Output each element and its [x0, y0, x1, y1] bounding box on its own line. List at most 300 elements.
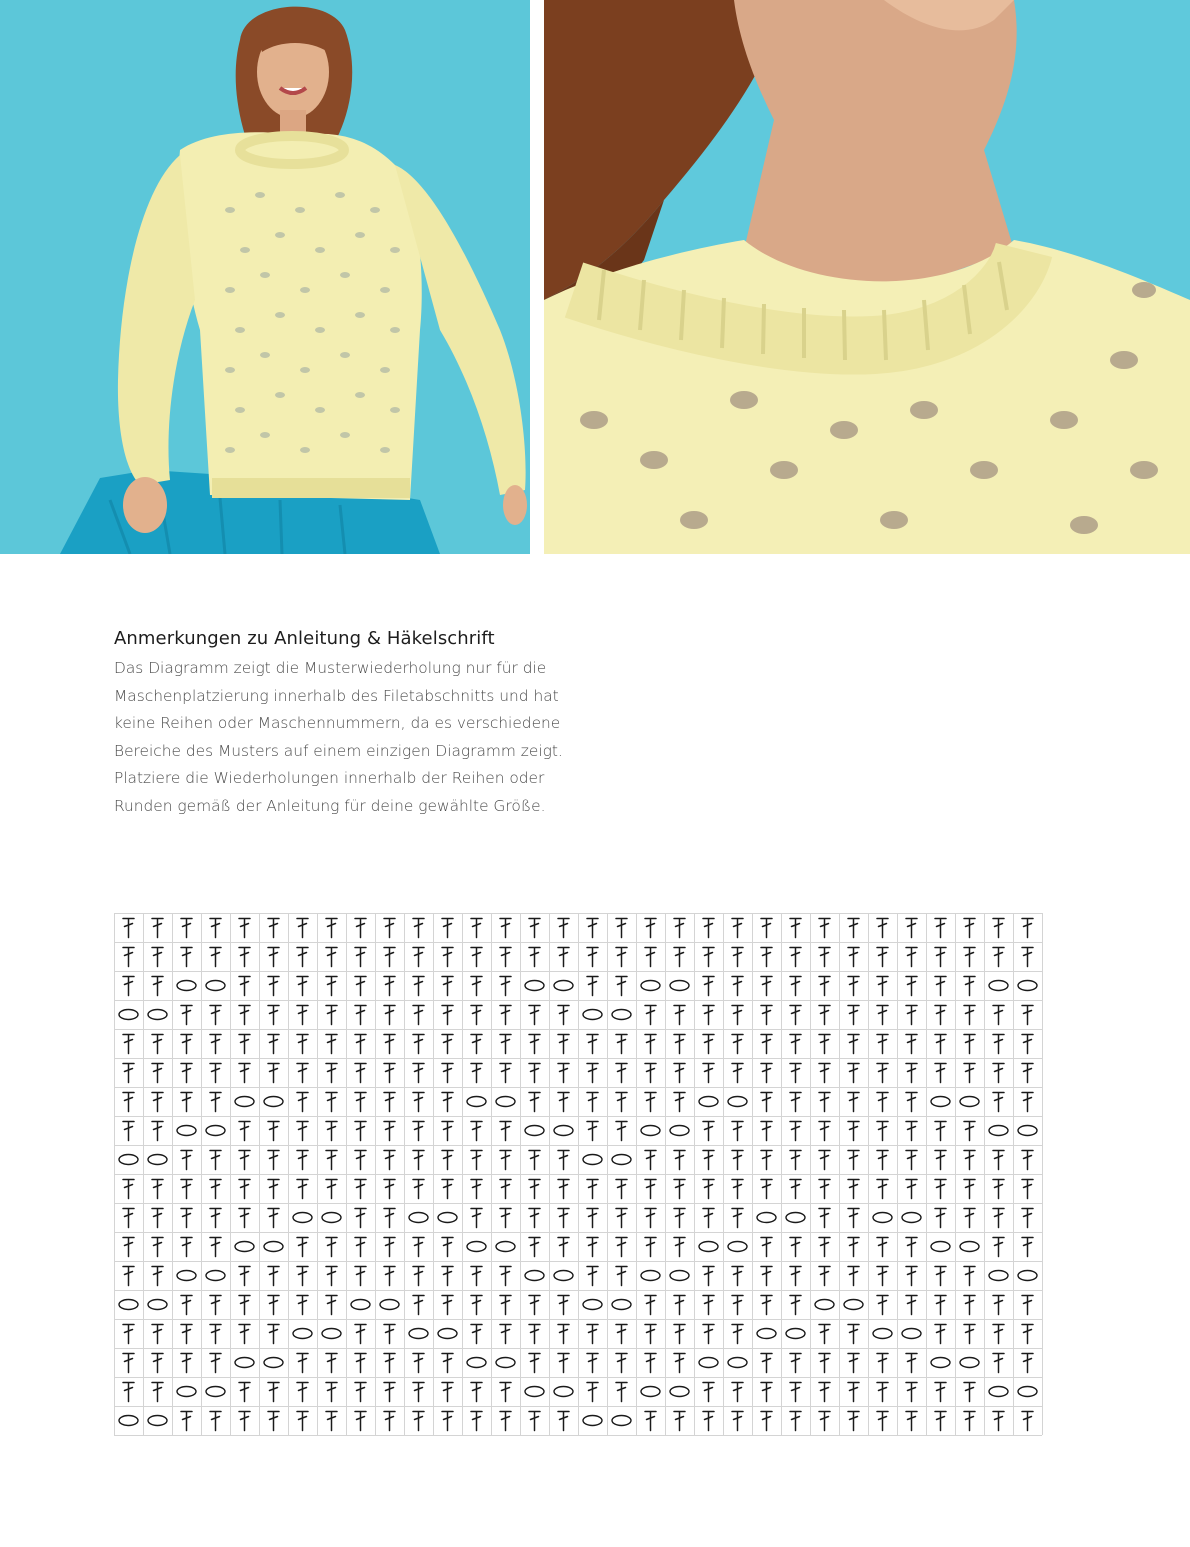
treble-stitch-symbol — [181, 1035, 192, 1054]
treble-stitch-symbol — [442, 1122, 453, 1141]
treble-stitch-symbol — [210, 919, 221, 938]
treble-stitch-symbol — [268, 1035, 279, 1054]
treble-stitch-symbol — [210, 1325, 221, 1344]
treble-stitch-symbol — [123, 1267, 134, 1286]
treble-stitch-symbol — [906, 1354, 917, 1373]
treble-stitch-symbol — [239, 1383, 250, 1402]
treble-stitch-symbol — [500, 1325, 511, 1344]
chain-stitch-symbol — [148, 1416, 167, 1426]
chain-stitch-symbol — [554, 1126, 573, 1136]
treble-stitch-symbol — [790, 919, 801, 938]
treble-stitch-symbol — [529, 948, 540, 967]
treble-stitch-symbol — [471, 1267, 482, 1286]
treble-stitch-symbol — [790, 1151, 801, 1170]
treble-stitch-symbol — [268, 948, 279, 967]
treble-stitch-symbol — [210, 1354, 221, 1373]
treble-stitch-symbol — [993, 1180, 1004, 1199]
treble-stitch-symbol — [181, 919, 192, 938]
treble-stitch-symbol — [587, 1180, 598, 1199]
treble-stitch-symbol — [1022, 948, 1033, 967]
treble-stitch-symbol — [384, 977, 395, 996]
treble-stitch-symbol — [587, 1354, 598, 1373]
treble-stitch-symbol — [326, 977, 337, 996]
treble-stitch-symbol — [413, 1035, 424, 1054]
treble-stitch-symbol — [906, 1383, 917, 1402]
treble-stitch-symbol — [732, 1209, 743, 1228]
treble-stitch-symbol — [529, 1180, 540, 1199]
treble-stitch-symbol — [732, 1296, 743, 1315]
treble-stitch-symbol — [1022, 1093, 1033, 1112]
treble-stitch-symbol — [123, 1122, 134, 1141]
treble-stitch-symbol — [645, 1296, 656, 1315]
treble-stitch-symbol — [181, 1238, 192, 1257]
chain-stitch-symbol — [815, 1300, 834, 1310]
chain-stitch-symbol — [902, 1213, 921, 1223]
treble-stitch-symbol — [297, 1238, 308, 1257]
chain-stitch-symbol — [670, 1126, 689, 1136]
chain-stitch-symbol — [119, 1010, 138, 1020]
treble-stitch-symbol — [645, 1035, 656, 1054]
treble-stitch-symbol — [152, 1209, 163, 1228]
treble-stitch-symbol — [964, 1122, 975, 1141]
treble-stitch-symbol — [181, 1006, 192, 1025]
treble-stitch-symbol — [297, 1093, 308, 1112]
treble-stitch-symbol — [616, 1035, 627, 1054]
treble-stitch-symbol — [935, 1151, 946, 1170]
treble-stitch-symbol — [239, 1267, 250, 1286]
treble-stitch-symbol — [587, 1064, 598, 1083]
treble-stitch-symbol — [819, 1412, 830, 1431]
treble-stitch-symbol — [935, 1412, 946, 1431]
chain-stitch-symbol — [351, 1300, 370, 1310]
treble-stitch-symbol — [993, 1064, 1004, 1083]
treble-stitch-symbol — [471, 1064, 482, 1083]
treble-stitch-symbol — [761, 1238, 772, 1257]
treble-stitch-symbol — [732, 977, 743, 996]
chain-stitch-symbol — [438, 1329, 457, 1339]
treble-stitch-symbol — [210, 1296, 221, 1315]
treble-stitch-symbol — [906, 1122, 917, 1141]
treble-stitch-symbol — [616, 1354, 627, 1373]
treble-stitch-symbol — [877, 977, 888, 996]
treble-stitch-symbol — [877, 919, 888, 938]
notes-line: keine Reihen oder Maschennummern, da es verschiedene — [114, 714, 561, 732]
treble-stitch-symbol — [848, 1209, 859, 1228]
treble-stitch-symbol — [442, 1006, 453, 1025]
treble-stitch-symbol — [616, 1238, 627, 1257]
treble-stitch-symbol — [529, 1151, 540, 1170]
treble-stitch-symbol — [123, 1093, 134, 1112]
treble-stitch-symbol — [297, 1354, 308, 1373]
treble-stitch-symbol — [674, 1412, 685, 1431]
chain-stitch-symbol — [699, 1242, 718, 1252]
chain-stitch-symbol — [496, 1097, 515, 1107]
treble-stitch-symbol — [326, 1180, 337, 1199]
treble-stitch-symbol — [413, 1296, 424, 1315]
treble-stitch-symbol — [964, 1035, 975, 1054]
treble-stitch-symbol — [239, 1035, 250, 1054]
notes-line: Runden gemäß der Anleitung für deine gewählte Größe. — [114, 796, 546, 815]
treble-stitch-symbol — [384, 1267, 395, 1286]
treble-stitch-symbol — [355, 1035, 366, 1054]
treble-stitch-symbol — [152, 948, 163, 967]
treble-stitch-symbol — [297, 1383, 308, 1402]
treble-stitch-symbol — [761, 1267, 772, 1286]
treble-stitch-symbol — [326, 1064, 337, 1083]
treble-stitch-symbol — [529, 1325, 540, 1344]
treble-stitch-symbol — [471, 1296, 482, 1315]
treble-stitch-symbol — [906, 1151, 917, 1170]
treble-stitch-symbol — [558, 1412, 569, 1431]
treble-stitch-symbol — [993, 1035, 1004, 1054]
treble-stitch-symbol — [761, 1064, 772, 1083]
treble-stitch-symbol — [848, 948, 859, 967]
treble-stitch-symbol — [761, 1354, 772, 1373]
chain-stitch-symbol — [670, 1387, 689, 1397]
treble-stitch-symbol — [587, 1093, 598, 1112]
treble-stitch-symbol — [152, 977, 163, 996]
treble-stitch-symbol — [993, 1006, 1004, 1025]
treble-stitch-symbol — [819, 977, 830, 996]
treble-stitch-symbol — [877, 1180, 888, 1199]
treble-stitch-symbol — [877, 1151, 888, 1170]
treble-stitch-symbol — [239, 948, 250, 967]
treble-stitch-symbol — [761, 1093, 772, 1112]
treble-stitch-symbol — [1022, 1151, 1033, 1170]
treble-stitch-symbol — [964, 1296, 975, 1315]
treble-stitch-symbol — [210, 1238, 221, 1257]
treble-stitch-symbol — [703, 1296, 714, 1315]
chain-stitch-symbol — [525, 1271, 544, 1281]
treble-stitch-symbol — [877, 948, 888, 967]
treble-stitch-symbol — [906, 977, 917, 996]
treble-stitch-symbol — [906, 1006, 917, 1025]
treble-stitch-symbol — [848, 919, 859, 938]
chain-stitch-symbol — [960, 1097, 979, 1107]
chain-stitch-symbol — [206, 1387, 225, 1397]
treble-stitch-symbol — [384, 1093, 395, 1112]
treble-stitch-symbol — [906, 1238, 917, 1257]
treble-stitch-symbol — [674, 1296, 685, 1315]
treble-stitch-symbol — [181, 1325, 192, 1344]
treble-stitch-symbol — [674, 1325, 685, 1344]
treble-stitch-symbol — [587, 1383, 598, 1402]
treble-stitch-symbol — [355, 1354, 366, 1373]
treble-stitch-symbol — [471, 1122, 482, 1141]
treble-stitch-symbol — [703, 1035, 714, 1054]
treble-stitch-symbol — [877, 1238, 888, 1257]
treble-stitch-symbol — [413, 1383, 424, 1402]
treble-stitch-symbol — [616, 1267, 627, 1286]
treble-stitch-symbol — [442, 919, 453, 938]
chain-stitch-symbol — [989, 1126, 1008, 1136]
treble-stitch-symbol — [268, 1209, 279, 1228]
treble-stitch-symbol — [993, 1354, 1004, 1373]
treble-stitch-symbol — [906, 1093, 917, 1112]
treble-stitch-symbol — [442, 1267, 453, 1286]
treble-stitch-symbol — [239, 1296, 250, 1315]
treble-stitch-symbol — [761, 1151, 772, 1170]
chain-stitch-symbol — [931, 1358, 950, 1368]
chain-stitch-symbol — [989, 981, 1008, 991]
treble-stitch-symbol — [848, 1325, 859, 1344]
treble-stitch-symbol — [703, 919, 714, 938]
treble-stitch-symbol — [239, 1209, 250, 1228]
chain-stitch-symbol — [177, 1387, 196, 1397]
treble-stitch-symbol — [297, 977, 308, 996]
treble-stitch-symbol — [819, 1238, 830, 1257]
chain-stitch-symbol — [554, 981, 573, 991]
treble-stitch-symbol — [1022, 919, 1033, 938]
treble-stitch-symbol — [471, 1035, 482, 1054]
treble-stitch-symbol — [703, 1383, 714, 1402]
treble-stitch-symbol — [297, 1296, 308, 1315]
treble-stitch-symbol — [790, 948, 801, 967]
treble-stitch-symbol — [442, 977, 453, 996]
treble-stitch-symbol — [819, 1035, 830, 1054]
treble-stitch-symbol — [703, 948, 714, 967]
treble-stitch-symbol — [964, 1325, 975, 1344]
treble-stitch-symbol — [674, 1180, 685, 1199]
treble-stitch-symbol — [877, 1064, 888, 1083]
chain-stitch-symbol — [670, 1271, 689, 1281]
chain-stitch-symbol — [931, 1097, 950, 1107]
treble-stitch-symbol — [558, 1180, 569, 1199]
treble-stitch-symbol — [848, 1383, 859, 1402]
chain-stitch-symbol — [641, 1126, 660, 1136]
treble-stitch-symbol — [558, 1035, 569, 1054]
treble-stitch-symbol — [935, 1383, 946, 1402]
treble-stitch-symbol — [877, 1354, 888, 1373]
treble-stitch-symbol — [210, 1006, 221, 1025]
treble-stitch-symbol — [152, 1093, 163, 1112]
treble-stitch-symbol — [529, 1412, 540, 1431]
treble-stitch-symbol — [703, 1122, 714, 1141]
treble-stitch-symbol — [964, 977, 975, 996]
chain-stitch-symbol — [612, 1300, 631, 1310]
treble-stitch-symbol — [326, 1093, 337, 1112]
chain-stitch-symbol — [380, 1300, 399, 1310]
chain-stitch-symbol — [612, 1010, 631, 1020]
treble-stitch-symbol — [500, 1412, 511, 1431]
chain-stitch-symbol — [989, 1271, 1008, 1281]
treble-stitch-symbol — [587, 1209, 598, 1228]
treble-stitch-symbol — [848, 1238, 859, 1257]
treble-stitch-symbol — [355, 1325, 366, 1344]
treble-stitch-symbol — [123, 977, 134, 996]
treble-stitch-symbol — [152, 1354, 163, 1373]
treble-stitch-symbol — [935, 948, 946, 967]
treble-stitch-symbol — [326, 919, 337, 938]
treble-stitch-symbol — [616, 977, 627, 996]
treble-stitch-symbol — [355, 1209, 366, 1228]
treble-stitch-symbol — [616, 1383, 627, 1402]
treble-stitch-symbol — [326, 1412, 337, 1431]
treble-stitch-symbol — [645, 1180, 656, 1199]
treble-stitch-symbol — [935, 1122, 946, 1141]
treble-stitch-symbol — [123, 1383, 134, 1402]
treble-stitch-symbol — [645, 1064, 656, 1083]
treble-stitch-symbol — [964, 1006, 975, 1025]
treble-stitch-symbol — [587, 1267, 598, 1286]
treble-stitch-symbol — [761, 1383, 772, 1402]
treble-stitch-symbol — [442, 1093, 453, 1112]
treble-stitch-symbol — [123, 1325, 134, 1344]
treble-stitch-symbol — [993, 1093, 1004, 1112]
treble-stitch-symbol — [384, 919, 395, 938]
treble-stitch-symbol — [181, 1296, 192, 1315]
chain-stitch-symbol — [554, 1387, 573, 1397]
chain-stitch-symbol — [728, 1097, 747, 1107]
treble-stitch-symbol — [181, 1151, 192, 1170]
chain-stitch-symbol — [525, 1126, 544, 1136]
treble-stitch-symbol — [355, 1151, 366, 1170]
treble-stitch-symbol — [906, 948, 917, 967]
chain-stitch-symbol — [728, 1358, 747, 1368]
treble-stitch-symbol — [877, 1296, 888, 1315]
chain-stitch-symbol — [206, 1126, 225, 1136]
treble-stitch-symbol — [384, 1035, 395, 1054]
chain-stitch-symbol — [583, 1416, 602, 1426]
treble-stitch-symbol — [558, 1006, 569, 1025]
notes-body — [114, 655, 674, 820]
chain-stitch-symbol — [496, 1242, 515, 1252]
treble-stitch-symbol — [297, 1267, 308, 1286]
notes-line: Maschenplatzierung innerhalb des Filetabschnitts und hat — [114, 686, 559, 705]
treble-stitch-symbol — [268, 1296, 279, 1315]
treble-stitch-symbol — [848, 1064, 859, 1083]
treble-stitch-symbol — [239, 1006, 250, 1025]
treble-stitch-symbol — [674, 1006, 685, 1025]
treble-stitch-symbol — [413, 1151, 424, 1170]
treble-stitch-symbol — [326, 1267, 337, 1286]
treble-stitch-symbol — [268, 1325, 279, 1344]
treble-stitch-symbol — [616, 948, 627, 967]
treble-stitch-symbol — [674, 948, 685, 967]
treble-stitch-symbol — [964, 948, 975, 967]
treble-stitch-symbol — [239, 919, 250, 938]
treble-stitch-symbol — [790, 1238, 801, 1257]
treble-stitch-symbol — [442, 1238, 453, 1257]
treble-stitch-symbol — [819, 919, 830, 938]
notes-heading: Anmerkungen zu Anleitung & Häkelschrift — [114, 628, 495, 649]
treble-stitch-symbol — [384, 1325, 395, 1344]
treble-stitch-symbol — [326, 1383, 337, 1402]
treble-stitch-symbol — [906, 1296, 917, 1315]
treble-stitch-symbol — [790, 1006, 801, 1025]
treble-stitch-symbol — [935, 1209, 946, 1228]
treble-stitch-symbol — [181, 1064, 192, 1083]
chain-stitch-symbol — [293, 1213, 312, 1223]
treble-stitch-symbol — [761, 1035, 772, 1054]
treble-stitch-symbol — [819, 1122, 830, 1141]
treble-stitch-symbol — [268, 1006, 279, 1025]
treble-stitch-symbol — [819, 1006, 830, 1025]
treble-stitch-symbol — [558, 1296, 569, 1315]
chain-stitch-symbol — [264, 1242, 283, 1252]
treble-stitch-symbol — [500, 919, 511, 938]
treble-stitch-symbol — [500, 1383, 511, 1402]
treble-stitch-symbol — [210, 1209, 221, 1228]
treble-stitch-symbol — [732, 1151, 743, 1170]
treble-stitch-symbol — [413, 977, 424, 996]
treble-stitch-symbol — [123, 919, 134, 938]
treble-stitch-symbol — [181, 1354, 192, 1373]
treble-stitch-symbol — [993, 1296, 1004, 1315]
treble-stitch-symbol — [993, 1209, 1004, 1228]
chain-stitch-symbol — [989, 1387, 1008, 1397]
treble-stitch-symbol — [703, 1151, 714, 1170]
treble-stitch-symbol — [529, 1093, 540, 1112]
treble-stitch-symbol — [964, 1151, 975, 1170]
treble-stitch-symbol — [355, 1412, 366, 1431]
treble-stitch-symbol — [761, 1296, 772, 1315]
treble-stitch-symbol — [181, 1209, 192, 1228]
treble-stitch-symbol — [790, 1354, 801, 1373]
treble-stitch-symbol — [848, 1412, 859, 1431]
treble-stitch-symbol — [761, 1180, 772, 1199]
treble-stitch-symbol — [645, 1093, 656, 1112]
treble-stitch-symbol — [239, 1180, 250, 1199]
chain-stitch-symbol — [873, 1213, 892, 1223]
treble-stitch-symbol — [703, 1325, 714, 1344]
treble-stitch-symbol — [558, 1209, 569, 1228]
treble-stitch-symbol — [355, 1238, 366, 1257]
treble-stitch-symbol — [500, 1035, 511, 1054]
treble-stitch-symbol — [703, 1267, 714, 1286]
treble-stitch-symbol — [471, 1325, 482, 1344]
chain-stitch-symbol — [496, 1358, 515, 1368]
treble-stitch-symbol — [123, 948, 134, 967]
crochet-symbol-chart — [114, 913, 1043, 1436]
treble-stitch-symbol — [471, 1180, 482, 1199]
treble-stitch-symbol — [181, 1412, 192, 1431]
treble-stitch-symbol — [848, 1354, 859, 1373]
treble-stitch-symbol — [210, 1412, 221, 1431]
treble-stitch-symbol — [558, 1064, 569, 1083]
chain-stitch-symbol — [438, 1213, 457, 1223]
treble-stitch-symbol — [1022, 1064, 1033, 1083]
treble-stitch-symbol — [616, 919, 627, 938]
treble-stitch-symbol — [500, 1064, 511, 1083]
treble-stitch-symbol — [500, 1267, 511, 1286]
treble-stitch-symbol — [442, 1354, 453, 1373]
treble-stitch-symbol — [703, 1412, 714, 1431]
chain-stitch-symbol — [873, 1329, 892, 1339]
treble-stitch-symbol — [964, 1209, 975, 1228]
treble-stitch-symbol — [384, 948, 395, 967]
treble-stitch-symbol — [877, 1122, 888, 1141]
treble-stitch-symbol — [558, 1151, 569, 1170]
chart-grid — [114, 913, 1043, 1436]
treble-stitch-symbol — [964, 1267, 975, 1286]
treble-stitch-symbol — [152, 1383, 163, 1402]
treble-stitch-symbol — [935, 1180, 946, 1199]
treble-stitch-symbol — [413, 1180, 424, 1199]
chain-stitch-symbol — [264, 1358, 283, 1368]
treble-stitch-symbol — [529, 1296, 540, 1315]
chain-stitch-symbol — [670, 981, 689, 991]
treble-stitch-symbol — [297, 948, 308, 967]
treble-stitch-symbol — [674, 1064, 685, 1083]
treble-stitch-symbol — [210, 1093, 221, 1112]
treble-stitch-symbol — [645, 1354, 656, 1373]
treble-stitch-symbol — [239, 977, 250, 996]
treble-stitch-symbol — [848, 1035, 859, 1054]
treble-stitch-symbol — [326, 1238, 337, 1257]
treble-stitch-symbol — [326, 1006, 337, 1025]
treble-stitch-symbol — [848, 1093, 859, 1112]
